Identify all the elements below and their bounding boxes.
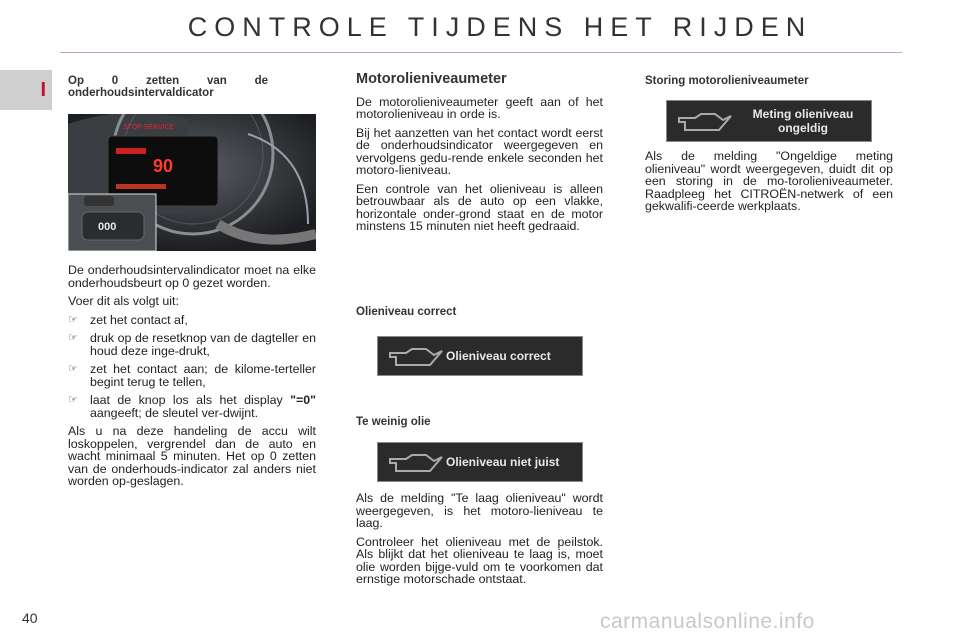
hand-pointer-icon: ☞ xyxy=(68,313,78,326)
gauge-fault-display xyxy=(666,100,872,142)
oil-correct-heading: Olieniveau correct xyxy=(356,306,457,318)
steps-intro: Voer dit als volgt uit: xyxy=(68,294,179,308)
reset-note: Als u na deze handeling de accu wilt loskoppelen, vergrendel dan de auto en wacht minimaal 5 minuten. Het op 0 zetten van de onderhouds-indicator zal anders niet worden op-geslagen. xyxy=(68,424,316,488)
oil-low-display xyxy=(377,442,583,482)
hand-pointer-icon: ☞ xyxy=(68,363,78,375)
dashboard-illustration xyxy=(68,114,316,251)
stop-service-text: STOP SERVICE xyxy=(123,124,175,131)
oil-low-text: Olieniveau niet juist xyxy=(446,455,560,469)
oil-correct-text: Olieniveau correct xyxy=(446,349,551,363)
page-title: CONTROLE TIJDENS HET RIJDEN xyxy=(187,12,813,42)
step-item: ☞ zet het contact af, xyxy=(68,312,188,327)
hand-pointer-icon: ☞ xyxy=(68,332,78,344)
page-number: 40 xyxy=(22,610,38,626)
step-four: laat de knop los als het display "=0" aangeeft; de sleutel ver-dwijnt. xyxy=(90,393,316,420)
oil-correct-display xyxy=(377,336,583,376)
watermark: carmanualsonline.info xyxy=(600,610,815,633)
oil-can-icon xyxy=(675,106,735,136)
oil-gauge-heading: Motorolieniveaumeter xyxy=(356,71,507,87)
middle-column xyxy=(356,73,603,239)
reset-intro: De onderhoudsintervalindicator moet na elke onderhoudsbeurt op 0 gezet worden. xyxy=(68,263,316,290)
oil-gauge-p1: De motorolieniveaumeter geeft aan of het motorolieniveau in orde is. xyxy=(356,94,603,121)
step-item: ☞ druk op de resetknop van de dagteller en houd deze inge-drukt, xyxy=(68,331,316,358)
step-item: ☞ zet het contact aan; de kilome-terteller begint terug te tellen, xyxy=(68,362,316,389)
oil-low-p1: Als de melding "Te laag olieniveau" wordt weergegeven, is het motoro-lieniveau te laag. xyxy=(356,491,603,530)
reset-button-label: 000 xyxy=(98,221,117,233)
oil-can-icon xyxy=(386,447,446,477)
title-divider xyxy=(60,52,902,53)
oil-correct-section xyxy=(356,306,603,324)
right-column xyxy=(645,75,893,93)
gauge-fault-text-body: Als de melding "Ongeldige meting olieniveau" wordt weergegeven, duidt dit op een storing in de mo-torolieniveaumeter. Raadpleeg het CITROËN-netwerk of een gekwalifi-ceerde werkplaats. xyxy=(645,149,893,213)
instrument-cluster-photo xyxy=(68,114,316,251)
gauge-fault-heading: Storing motorolieniveaumeter xyxy=(645,75,809,87)
chapter-tab xyxy=(0,70,52,110)
gauge-fault-text: Meting olieniveau ongeldig xyxy=(752,107,854,135)
oil-gauge-p3: Een controle van het olieniveau is alleen betrouwbaar als de auto op een vlakke, horizontale onder-grond staat en de motor minstens 15 minuten niet heeft gedraaid. xyxy=(356,181,603,233)
speed-readout: 90 xyxy=(153,156,174,176)
chapter-label: I xyxy=(40,78,46,101)
oil-gauge-p2: Bij het aanzetten van het contact wordt eerst de onderhoudsindicator weergegeven en vervolgens gedu-rende enkele seconden het motoro-lieniveau. xyxy=(356,125,603,177)
oil-low-body xyxy=(356,492,603,592)
oil-low-p2: Controleer het olieniveau met de peilstok. Als blijkt dat het olieniveau te laag is, moet olie worden bijge-vuld om te voorkomen dat ernstige motorschade ontstaat. xyxy=(356,534,603,586)
oil-low-section xyxy=(356,416,603,434)
left-body xyxy=(68,264,316,494)
gauge-fault-body xyxy=(645,150,893,219)
hand-pointer-icon: ☞ xyxy=(68,394,78,406)
oil-can-icon xyxy=(386,341,446,371)
oil-low-heading: Te weinig olie xyxy=(356,416,431,428)
step-item xyxy=(68,394,316,419)
left-column xyxy=(68,75,316,105)
reset-heading: Op 0 zetten van de onderhoudsintervaldicator xyxy=(68,75,268,99)
